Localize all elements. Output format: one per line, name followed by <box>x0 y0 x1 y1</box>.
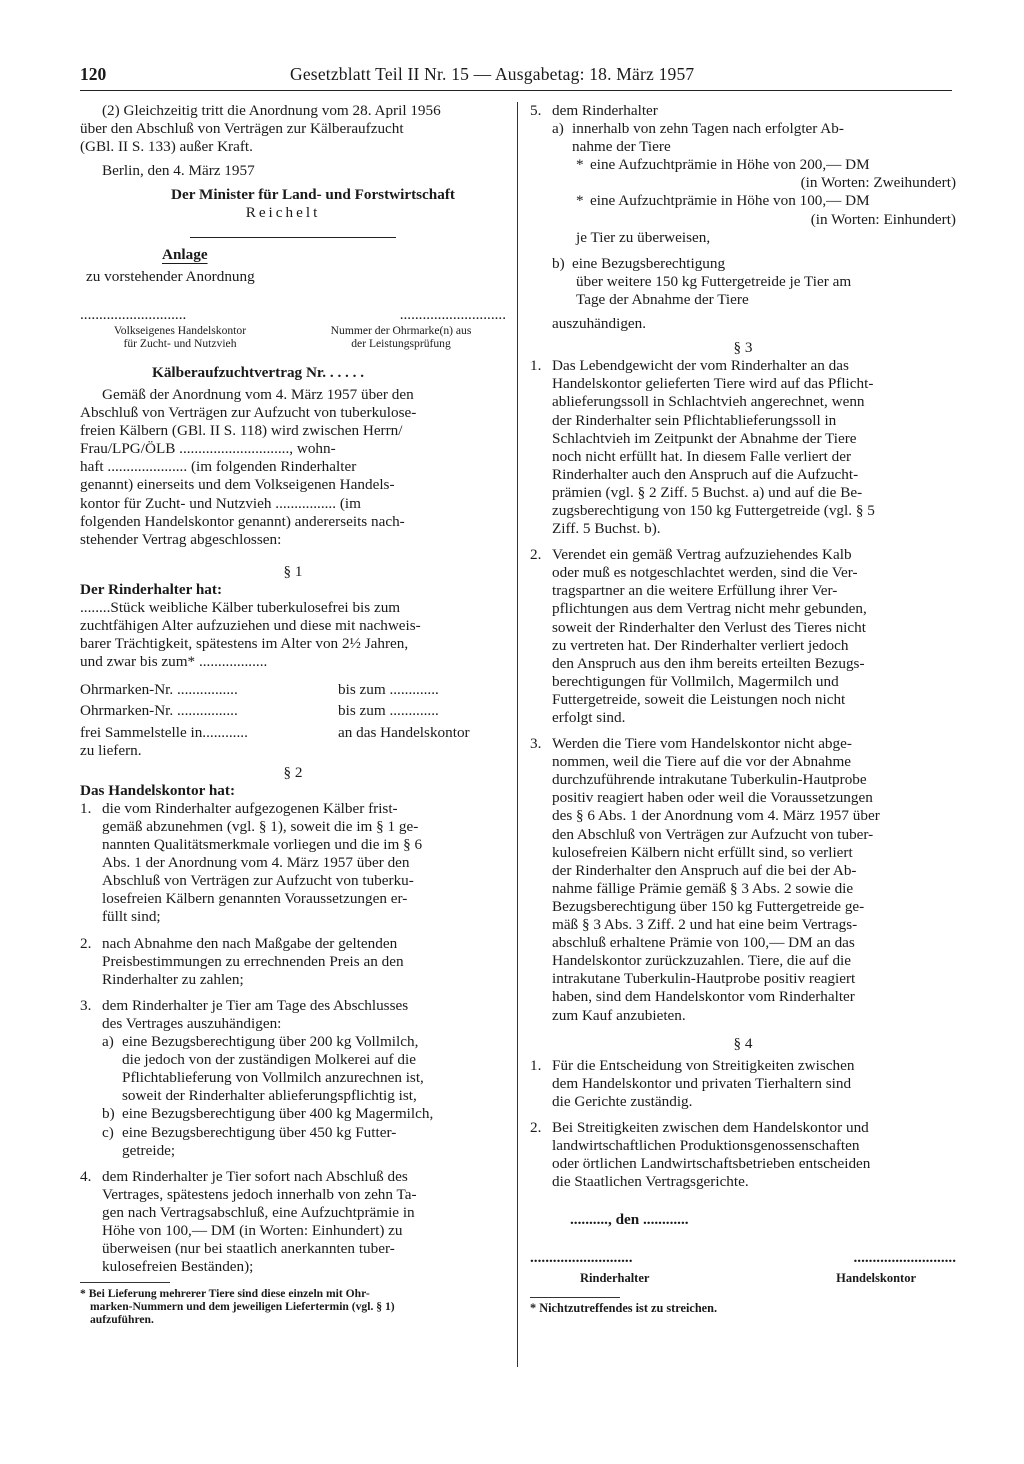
text-line: noch nicht erfüllt hat. In diesem Falle verliert der <box>552 447 852 465</box>
text-line: Rinderhalter zu zahlen; <box>102 970 244 988</box>
footnote-line: aufzuführen. <box>90 1313 154 1327</box>
text-line: kulosefreien Kälbern nicht erfüllt sind, so verliert <box>552 843 853 861</box>
intro-paragraph <box>80 102 506 156</box>
text-line: Bei Streitigkeiten zwischen dem Handelskontor und <box>552 1118 869 1136</box>
text-line: losefreien Kälbern genannten Voraussetzungen er- <box>102 890 408 908</box>
text-line: gen nach Vertragsabschluß, eine Aufzuchtprämie in <box>102 1203 415 1221</box>
place-date: Berlin, den 4. März 1957 <box>102 162 255 180</box>
text-line: durchzuführende intrakutane Tuberkulin-Hautprobe <box>552 771 867 789</box>
footnote-line: * Bei Lieferung mehrerer Tiere sind diese einzeln mit Ohr- <box>80 1287 370 1301</box>
text-line: Ziff. 5 Buchst. b). <box>552 520 661 538</box>
signature-dots <box>530 1249 956 1267</box>
text-line: (GBl. II S. 133) außer Kraft. <box>80 138 253 156</box>
field-label-kontor-2: für Zucht- und Nutzvieh <box>123 336 237 350</box>
field-label-ohrmarke-2: der Leistungsprüfung <box>351 336 451 350</box>
text-line: die vom Rinderhalter aufgezogenen Kälber frist- <box>102 799 398 817</box>
text-line: zum Kauf anzubieten. <box>552 1006 686 1024</box>
text-line: eine Bezugsberechtigung <box>572 254 726 272</box>
text-line: oder örtlichen Landwirtschaftsbetrieben entscheiden <box>552 1155 871 1173</box>
section-2-heading: § 2 <box>283 763 303 781</box>
text-line: erfolgt sind. <box>552 709 626 726</box>
date-line: .........., den ............ <box>570 1211 689 1229</box>
sub-item <box>80 1105 506 1123</box>
text-line: oder muß es notgeschlachtet werden, sind die Ver- <box>552 564 858 582</box>
text-line: zu vertreten hat. Der Rinderhalter verliert jedoch <box>552 636 849 654</box>
list-item <box>530 357 956 538</box>
text-line: pflichtungen aus dem Vertrag nicht mehr gebunden, <box>552 600 867 618</box>
ohrmarken-cell: Ohrmarken-Nr. ................ <box>80 681 238 699</box>
sub-item-letter: b) <box>102 1105 115 1123</box>
text-line: berechtigungen für Vollmilch, Magermilch und <box>552 672 839 690</box>
text-line: zu liefern. <box>80 741 142 759</box>
asterisk-mark: * <box>576 156 584 174</box>
text-line: tragspartner an die weitere Erfüllung ihrer Ver- <box>552 582 838 600</box>
text-line: Tage der Abnahme der Tiere <box>576 290 749 308</box>
text-line: der Rinderhalter den Anspruch auf die bei der Ab- <box>552 861 857 879</box>
sub-item <box>80 1124 506 1160</box>
section-1-body <box>80 599 506 671</box>
text-line: nommen, weil die Tiere auf die vor der Abnahme <box>552 753 852 771</box>
text-line: (in Worten: Einhundert) <box>810 210 956 228</box>
field-dots-row <box>80 306 506 324</box>
text-line: Rinderhalter auch den Anspruch auf die Aufzucht- <box>552 465 859 483</box>
text-line: zugsberechtigung von 150 kg Futtergetreide (vgl. § 5 <box>552 501 875 519</box>
text-line: abschluß erhaltene Prämie von 100,— DM an das <box>552 934 855 952</box>
text-line: den Anspruch aus den ihm bereits erteilten Bezugs- <box>552 654 865 672</box>
field-label-ohrmarke: Nummer der Ohrmarke(n) aus <box>330 323 472 337</box>
text-line: gemäß abzunehmen (vgl. § 1), soweit die im § 1 ge- <box>102 818 419 835</box>
list-item <box>80 935 506 989</box>
footnote-rule <box>530 1297 620 1298</box>
signature-label-handelskontor: Handelskontor <box>836 1270 916 1285</box>
field-label-kontor: Volkseigenes Handelskontor <box>113 323 247 337</box>
text-line: soweit der Rinderhalter den Verlust des Tieres nicht <box>552 618 866 636</box>
list-item <box>530 1119 956 1191</box>
text-line: Höhe von 100,— DM (in Worten: Einhundert) zu <box>102 1221 403 1239</box>
text-line: Für die Entscheidung von Streitigkeiten zwischen <box>552 1056 855 1074</box>
text-line: (in Worten: Zweihundert) <box>800 174 956 192</box>
sub-item-body <box>530 273 956 309</box>
text-line: der Rinderhalter sein Pflichtablieferungssoll in <box>552 411 837 429</box>
text-line: die jedoch von der zuständigen Molkerei auf die <box>122 1051 416 1069</box>
sub-item-letter: a) <box>102 1033 114 1051</box>
text-line: mäß § 3 Abs. 3 Ziff. 2 und hat eine beim Vertrags- <box>552 916 858 934</box>
field-dots-left: ............................ <box>80 305 187 323</box>
text-line: soweit der Rinderhalter ablieferungspflichtig ist, <box>122 1087 417 1105</box>
list-item <box>530 735 956 1025</box>
signature-dots-left: ........................... <box>530 1249 633 1267</box>
text-line: haben, sind dem Handelskontor vom Rinderhalter <box>552 988 855 1006</box>
signature-label-rinderhalter: Rinderhalter <box>580 1270 650 1285</box>
text-line: intrakutane Tuberkulin-Hautprobe positiv reagiert <box>552 970 856 988</box>
contract-title: Kälberaufzuchtvertrag Nr. . . . . . <box>152 363 365 381</box>
text-line: folgenden Handelskontor genannt) andererseits nach- <box>80 512 405 530</box>
item-number: 4. <box>80 1167 92 1185</box>
page-header <box>80 58 952 91</box>
text-line: (2) Gleichzeitig tritt die Anordnung vom 28. April 1956 <box>102 102 441 119</box>
footnote-line: marken-Nummern und dem jeweiligen Liefertermin (vgl. § 1) <box>90 1300 395 1314</box>
text-line: ablieferungssoll in Schlachtvieh angerechnet, wenn <box>552 393 865 411</box>
field-labels-row <box>80 324 506 350</box>
text-line: Gemäß der Anordnung vom 4. März 1957 über den <box>102 385 414 403</box>
text-line: dem Rinderhalter je Tier am Tage des Abschlusses <box>102 996 409 1014</box>
text-line: dem Rinderhalter je Tier sofort nach Abschluß des <box>102 1167 408 1185</box>
text-line: nach Abnahme den nach Maßgabe der geltenden <box>102 934 398 952</box>
text-line: Frau/LPG/ÖLB ............................., wohn- <box>80 440 336 458</box>
text-line: Pflichtablieferung von Vollmilch anzurechnen ist, <box>122 1069 424 1087</box>
text-line: Vertrages, spätestens jedoch innerhalb von zehn Ta- <box>102 1185 417 1203</box>
text-line: Das Lebendgewicht der vom Rinderhalter an das <box>552 357 849 375</box>
sub-item-letter: c) <box>102 1123 114 1141</box>
page-number: 120 <box>80 64 107 84</box>
item-number: 2. <box>530 546 542 564</box>
right-column <box>530 102 956 1315</box>
list-item <box>530 102 956 120</box>
text-line: eine Bezugsberechtigung über 450 kg Futter- <box>122 1123 397 1141</box>
gazette-page <box>80 58 956 1327</box>
text-line: Futtergetreide, soweit die Leistungen noch nicht <box>552 690 846 708</box>
sub-item <box>80 1033 506 1105</box>
sammelstelle-row <box>80 724 506 742</box>
item-number: 3. <box>80 996 92 1014</box>
text-line: ........Stück weibliche Kälber tuberkulosefrei bis zum <box>80 598 401 616</box>
item-number: 1. <box>530 357 542 375</box>
text-line: nahme der Tiere <box>572 138 671 156</box>
text-line: positiv reagiert haben oder weil die Voraussetzungen <box>552 789 873 807</box>
text-line: über weitere 150 kg Futtergetreide je Tier am <box>576 272 852 290</box>
text-line: prämien (vgl. § 2 Ziff. 5 Buchst. a) und auf die Be- <box>552 483 863 501</box>
text-line: je Tier zu überweisen, <box>576 228 711 246</box>
item-number: 5. <box>530 102 542 119</box>
column-divider <box>517 102 518 1367</box>
bis-zum-cell: bis zum ............. <box>338 702 439 720</box>
footnote <box>80 1287 506 1326</box>
text-line: haft ..................... (im folgenden Rinderhalter <box>80 458 357 476</box>
text-line: des Vertrages auszuhändigen: <box>102 1014 282 1032</box>
sammelstelle-cell: frei Sammelstelle in............ <box>80 723 248 741</box>
sub-item-letter: b) <box>552 254 565 272</box>
text-line: Handelskontor gelieferten Tiere wird auf das Pflicht- <box>552 375 874 393</box>
text-line: Schlachtvieh im Zeitpunkt der Abnahme der Tiere <box>552 429 857 447</box>
text-line: kulosefreien Beständen); <box>102 1258 254 1276</box>
sub-item <box>530 120 956 156</box>
signature-labels <box>530 1268 956 1285</box>
text-line: eine Bezugsberechtigung über 200 kg Vollmilch, <box>122 1033 419 1051</box>
text-line: des § 6 Abs. 1 der Anordnung vom 4. März 1957 über <box>552 807 880 825</box>
text-line: Preisbestimmungen zu errechnenden Preis an den <box>102 952 404 970</box>
section-1-lead: Der Rinderhalter hat: <box>80 580 223 598</box>
text-line: Abschluß von Verträgen zur Aufzucht von tuberku- <box>102 872 414 890</box>
list-item <box>530 546 956 727</box>
text-line: nannten Qualitätsmerkmale vorliegen und die im § 6 <box>102 836 423 854</box>
field-dots-right: ............................ <box>399 305 506 323</box>
premium-option <box>530 192 956 228</box>
item-number: 1. <box>80 799 92 817</box>
sub-item-letter: a) <box>552 120 564 138</box>
list-item <box>80 800 506 927</box>
anlage-heading: Anlage <box>162 245 208 263</box>
text-line: getreide; <box>122 1141 176 1159</box>
ohrmarken-row <box>80 681 506 699</box>
handelskontor-cell: an das Handelskontor <box>338 723 470 741</box>
text-line: landwirtschaftlichen Produktionsgenossenschaften <box>552 1137 860 1155</box>
text-line: auszuhändigen. <box>552 315 647 333</box>
footnote-rule <box>80 1282 170 1283</box>
text-line: und zwar bis zum* .................. <box>80 653 268 671</box>
text-line: kontor für Zucht- und Nutzvieh ................ (im <box>80 494 361 512</box>
minister-name: Reichelt <box>245 204 321 222</box>
section-2-lead: Das Handelskontor hat: <box>80 781 235 799</box>
text-line: eine Aufzuchtprämie in Höhe von 100,— DM <box>590 192 870 210</box>
text-line: Abs. 1 der Anordnung vom 4. März 1957 über den <box>102 854 410 872</box>
text-line: die Staatlichen Vertragsgerichte. <box>552 1173 749 1191</box>
section-1-heading: § 1 <box>283 562 303 580</box>
text-line: überweisen (nur bei staatlich anerkannten tuber- <box>102 1240 395 1258</box>
text-line: freien Kälbern (GBl. II S. 118) wird zwischen Herrn/ <box>80 422 403 440</box>
text-line: eine Bezugsberechtigung über 400 kg Magermilch, <box>122 1105 434 1123</box>
item-number: 2. <box>80 934 92 952</box>
list-item <box>80 997 506 1033</box>
text-line: den Abschluß von Verträgen zur Aufzucht von tuber- <box>552 825 874 843</box>
text-line: Bezugsberechtigung über 150 kg Futtergetreide ge- <box>552 897 865 915</box>
text-line: barer Trächtigkeit, spätestens im Alter von 2½ Jahren, <box>80 635 409 653</box>
text-line: Handelskontor zurückzuzahlen. Tiere, die auf die <box>552 952 852 970</box>
text-line: genannt) einerseits und dem Volkseigenen Handels- <box>80 476 395 494</box>
list-item <box>530 1057 956 1111</box>
text-line: stehender Vertrag abgeschlossen: <box>80 530 282 548</box>
section-3-heading: § 3 <box>733 339 753 357</box>
text-line: dem Handelskontor und privaten Tierhaltern sind <box>552 1074 852 1092</box>
ohrmarken-table <box>80 681 506 759</box>
text-line: Verendet ein gemäß Vertrag aufzuziehendes Kalb <box>552 546 852 564</box>
text-line: Werden die Tiere vom Handelskontor nicht abge- <box>552 735 852 753</box>
section-4-heading: § 4 <box>733 1034 753 1052</box>
text-line: dem Rinderhalter <box>552 102 658 119</box>
ohrmarken-row <box>80 702 506 720</box>
text-line: die Gerichte zuständig. <box>552 1092 693 1110</box>
signature-dots-right: ........................... <box>853 1249 956 1267</box>
text-line: über den Abschluß von Verträgen zur Kälberaufzucht <box>80 120 404 138</box>
ohrmarken-cell: Ohrmarken-Nr. ................ <box>80 702 238 720</box>
text-line: füllt sind; <box>102 908 161 926</box>
gazette-title: Gesetzblatt Teil II Nr. 15 — Ausgabetag: 18. März 1957 <box>290 64 695 84</box>
item-number: 3. <box>530 735 542 753</box>
sub-item <box>530 255 956 273</box>
text-line: nahme fällige Prämie gemäß § 3 Abs. 2 sowie die <box>552 879 854 897</box>
text-line: eine Aufzuchtprämie in Höhe von 200,— DM <box>590 156 870 174</box>
left-column <box>80 102 506 1326</box>
minister-title: Der Minister für Land- und Forstwirtschaft <box>171 186 455 204</box>
text-line: innerhalb von zehn Tagen nach erfolgter Ab- <box>572 120 844 138</box>
text-line: Abschluß von Verträgen zur Aufzucht von tuberkulose- <box>80 404 417 422</box>
text-line: zuchtfähigen Alter aufzuziehen und diese mit nachweis- <box>80 617 421 635</box>
list-item <box>80 1168 506 1277</box>
bis-zum-cell: bis zum ............. <box>338 681 439 699</box>
footnote: * Nichtzutreffendes ist zu streichen. <box>530 1300 718 1315</box>
item-number: 2. <box>530 1118 542 1136</box>
anlage-subtitle: zu vorstehender Anordnung <box>86 267 255 285</box>
preamble <box>80 386 506 549</box>
item-number: 1. <box>530 1056 542 1074</box>
asterisk-mark: * <box>576 192 584 210</box>
premium-option <box>530 156 956 192</box>
